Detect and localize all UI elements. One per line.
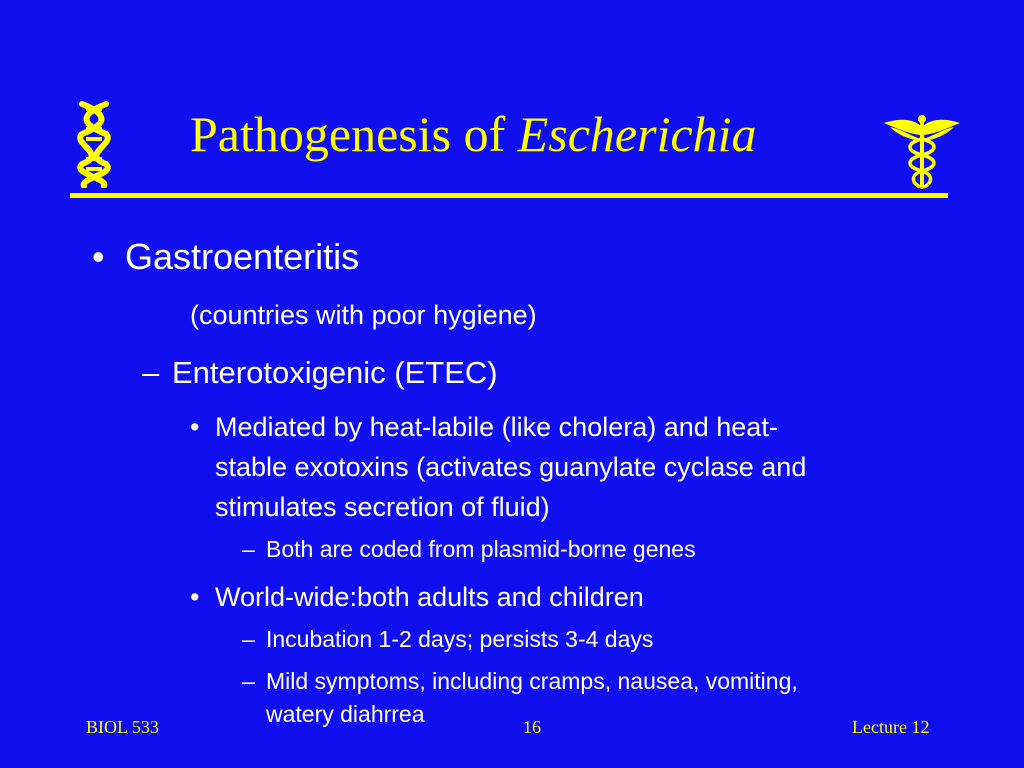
- subitem-plasmid: Both are coded from plasmid-borne genes: [266, 536, 696, 562]
- subbullet-etec: Enterotoxigenic (ETEC): [172, 355, 498, 390]
- title-italic: Escherichia: [517, 106, 757, 162]
- bullet-glyph-mediated: •: [190, 412, 200, 442]
- dna-helix-icon: [74, 100, 114, 188]
- slide-title: [190, 104, 757, 164]
- dash-glyph-incubation: –: [242, 626, 255, 652]
- item-mediated-line-1: Mediated by heat-labile (like cholera) and heat-: [215, 412, 778, 442]
- item-mediated-line-3: stimulates secretion of fluid): [215, 492, 550, 522]
- item-mediated-line-2: stable exotoxins (activates guanylate cyclase and: [215, 452, 807, 482]
- footer-course: BIOL 533: [86, 717, 159, 737]
- bullet-gastroenteritis-text: Gastroenteritis: [125, 236, 360, 277]
- caduceus-icon: [884, 113, 960, 191]
- bullet-glyph-worldwide: •: [190, 582, 200, 612]
- subitem-incubation: Incubation 1-2 days; persists 3-4 days: [266, 626, 654, 652]
- footer-lecture: Lecture 12: [852, 717, 930, 737]
- item-worldwide: World-wide:both adults and children: [215, 582, 644, 612]
- subitem-symptoms-line-1: Mild symptoms, including cramps, nausea, vomiting,: [266, 668, 798, 694]
- dash-glyph-symptoms: –: [242, 668, 255, 694]
- bullet-note: (countries with poor hygiene): [190, 300, 537, 330]
- bullet-gastroenteritis: [92, 236, 105, 278]
- dash-glyph: –: [142, 355, 160, 390]
- title-divider: [70, 193, 948, 198]
- dash-glyph-plasmid: –: [242, 536, 255, 562]
- subitem-symptoms-line-2: watery diahrrea: [266, 701, 425, 727]
- footer-slide-number: 16: [523, 717, 541, 737]
- bullet-glyph: •: [92, 236, 105, 277]
- title-main: Pathogenesis of: [190, 106, 518, 162]
